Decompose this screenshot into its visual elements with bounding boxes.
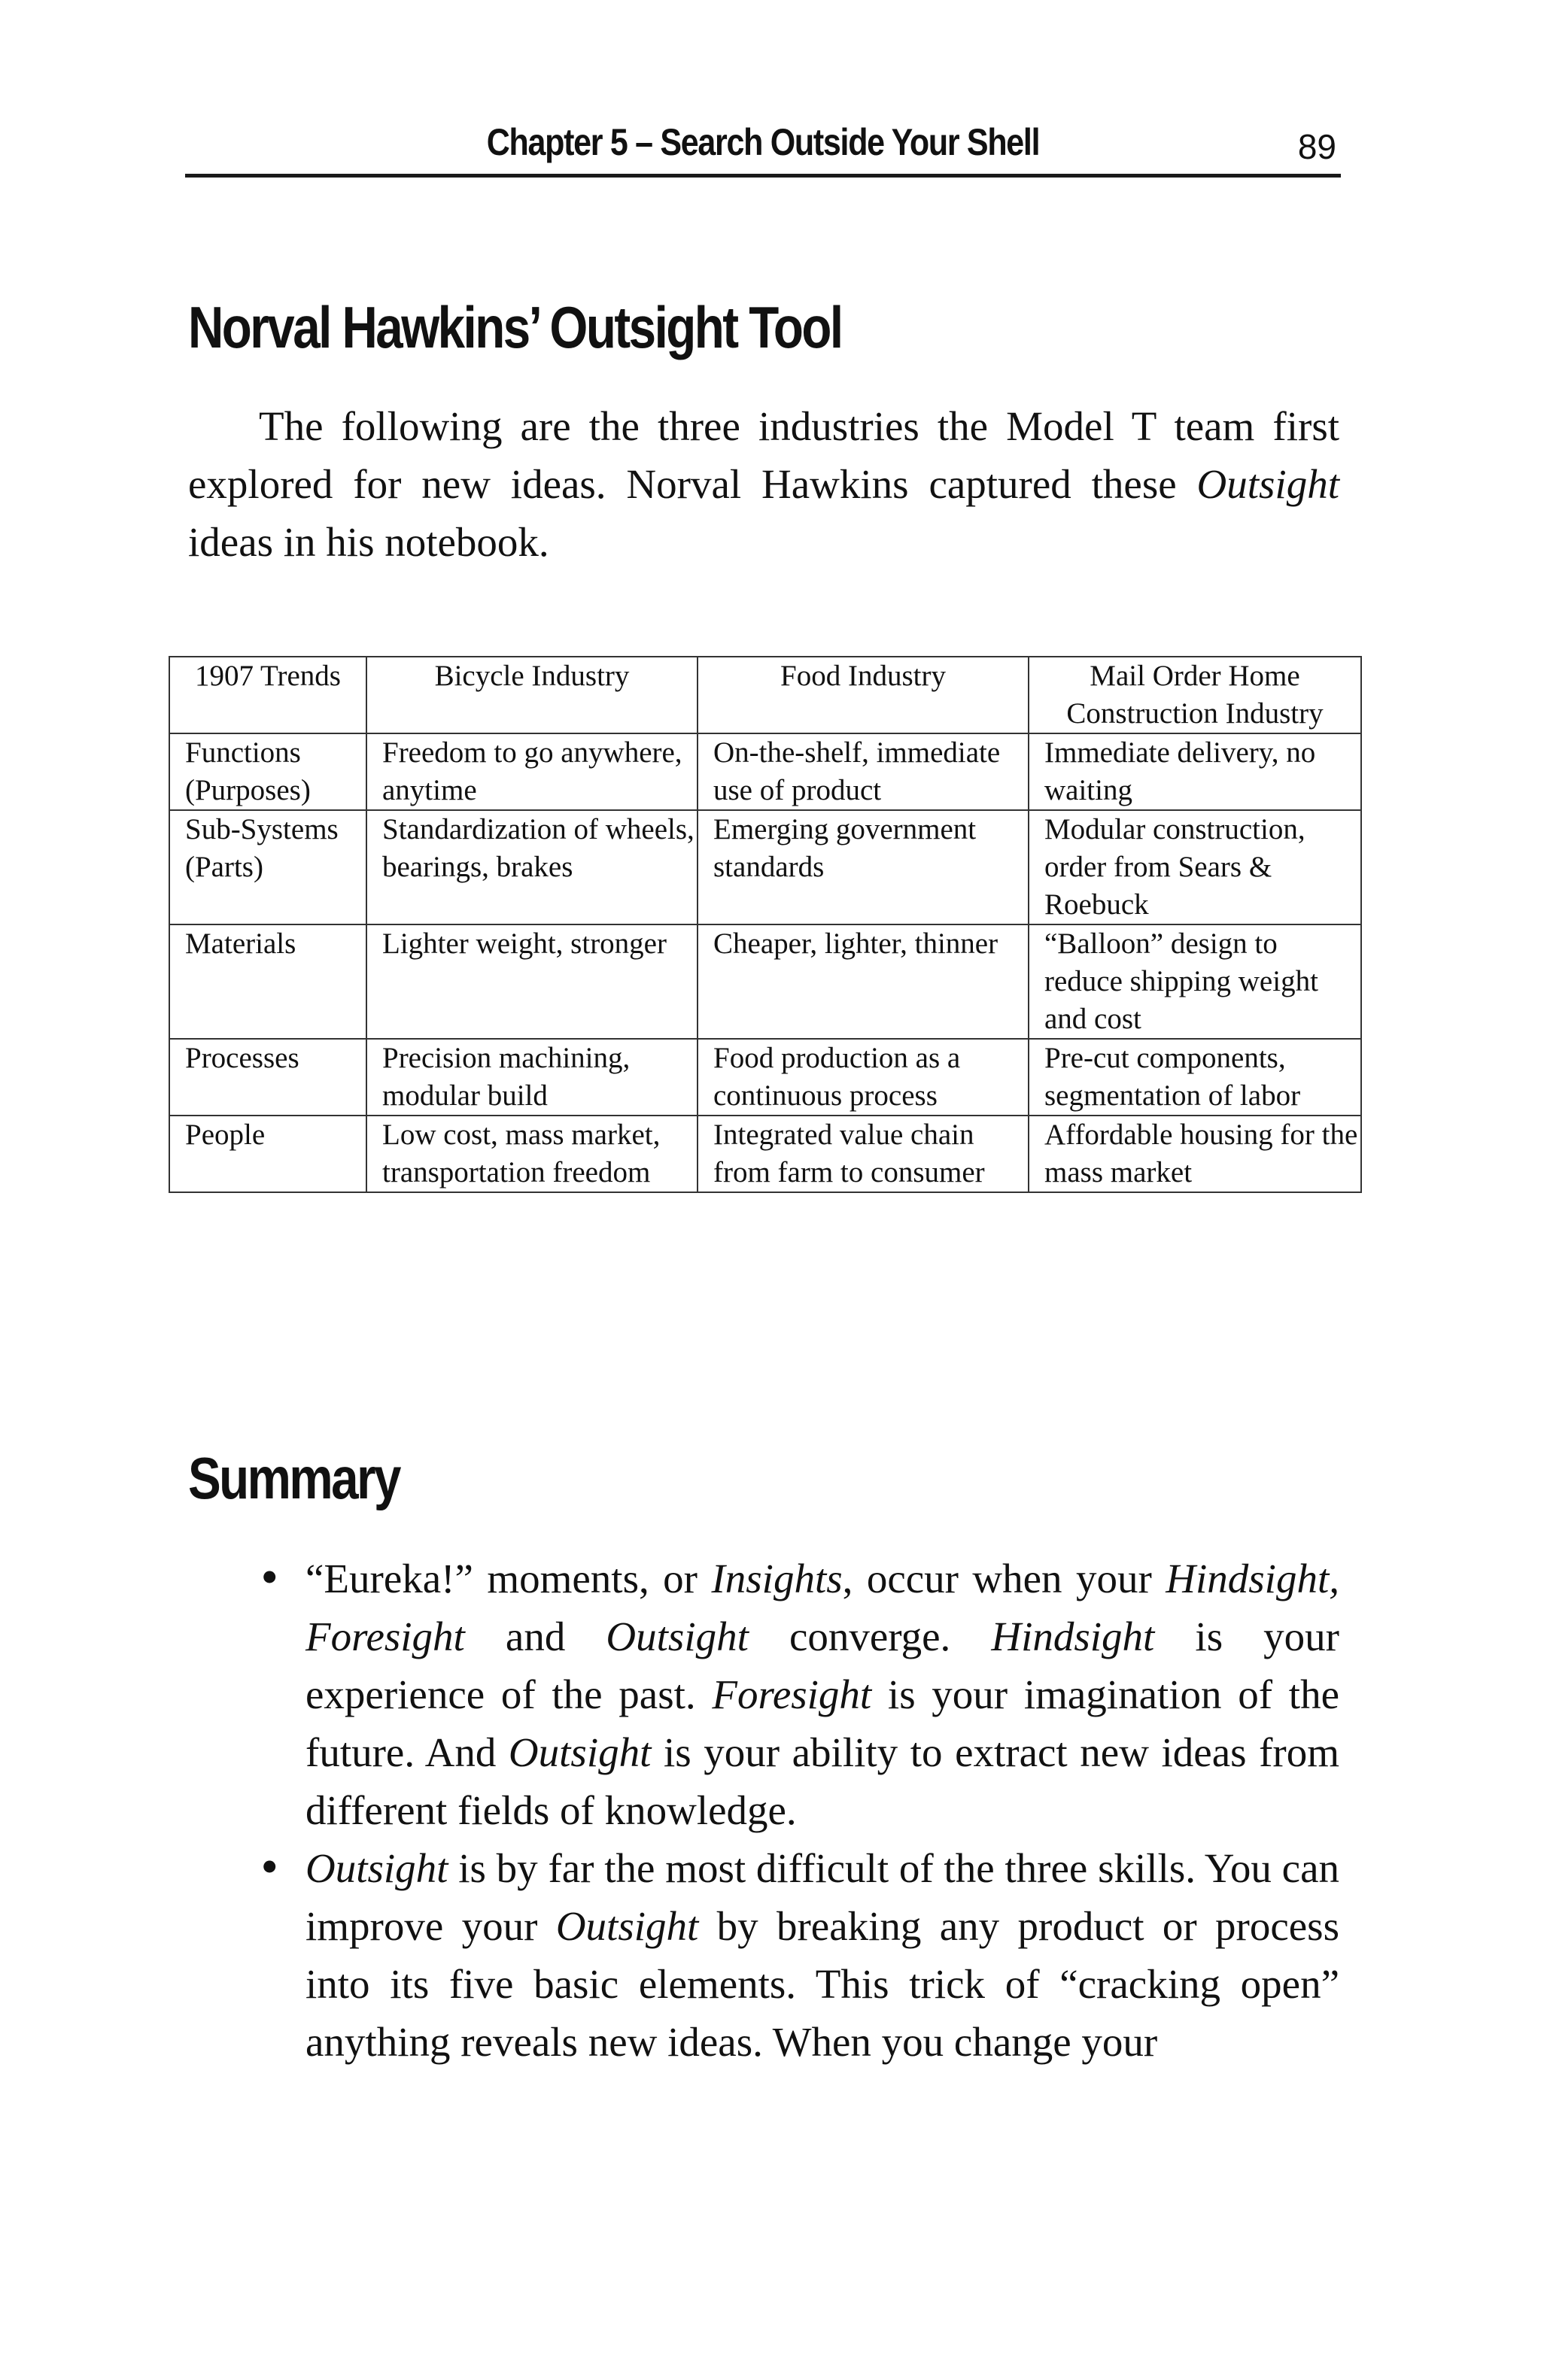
page-number: 89 xyxy=(1297,127,1336,166)
table-cell: Cheaper, lighter, thinner xyxy=(698,924,1029,1039)
bullet-text: by breaking any product or process into its five basic elements. This trick of “cracking open” anything reveals new ideas. When you change your xyxy=(305,1903,1339,2065)
table-cell: Sub-Systems (Parts) xyxy=(169,810,366,924)
bullet-italic: Outsight xyxy=(606,1613,749,1659)
table-cell: Precision machining, modular build xyxy=(366,1039,698,1116)
bullet-text: is by far the most difficult of the three skills. You can improve your xyxy=(305,1845,1339,1949)
bullet-text: is your ability to extract new ideas from different fields of knowledge. xyxy=(305,1729,1339,1833)
intro-text-1: The following are the three industries the Model T team first explored for new ideas. Norval Hawkins captured these xyxy=(188,403,1339,507)
table-header-row xyxy=(169,657,1361,733)
list-item xyxy=(188,1839,1339,2071)
table-row xyxy=(169,1039,1361,1116)
list-item xyxy=(188,1550,1339,1839)
bullet-italic: Outsight xyxy=(305,1845,448,1891)
bullet-italic: Hindsight xyxy=(991,1613,1155,1659)
intro-italic: Outsight xyxy=(1196,461,1339,507)
table-cell: On-the-shelf, immediate use of product xyxy=(698,733,1029,810)
table-cell: Low cost, mass market, transportation freedom xyxy=(366,1116,698,1192)
table-cell: Freedom to go anywhere, anytime xyxy=(366,733,698,810)
bullet-text: converge. xyxy=(748,1613,992,1659)
table-cell: Immediate delivery, no waiting xyxy=(1029,733,1361,810)
table-header-cell: Mail Order Home Construction Industry xyxy=(1029,657,1361,733)
table-cell: Materials xyxy=(169,924,366,1039)
table-cell: “Balloon” design to reduce shipping weight and cost xyxy=(1029,924,1361,1039)
table-header-cell: Food Industry xyxy=(698,657,1029,733)
intro-paragraph xyxy=(188,397,1339,571)
summary-list xyxy=(188,1550,1339,2071)
bullet-italic: Hindsight, Foresight xyxy=(305,1556,1339,1659)
bullet-text: is your experience of the past. xyxy=(305,1613,1339,1717)
table-cell: Lighter weight, stronger xyxy=(366,924,698,1039)
bullet-text: is your imagination of the future. And xyxy=(305,1671,1339,1775)
bullet-icon: • xyxy=(257,1844,282,1892)
table-cell: Processes xyxy=(169,1039,366,1116)
trends-table xyxy=(169,656,1362,1193)
running-head: Chapter 5 – Search Outside Your Shell xyxy=(486,121,1040,163)
bullet-text: and xyxy=(464,1613,606,1659)
table-header-cell: Bicycle Industry xyxy=(366,657,698,733)
table-cell: Food production as a continuous process xyxy=(698,1039,1029,1116)
table-row xyxy=(169,733,1361,810)
table-cell: Functions (Purposes) xyxy=(169,733,366,810)
table-cell: Modular construction, order from Sears & Roebuck xyxy=(1029,810,1361,924)
section-title-summary: Summary xyxy=(188,1445,400,1511)
table-row xyxy=(169,1116,1361,1192)
bullet-text: “Eureka!” moments, or xyxy=(305,1556,712,1601)
bullet-italic: Outsight xyxy=(508,1729,652,1775)
table-row xyxy=(169,810,1361,924)
table-cell: Standardization of wheels, bearings, brakes xyxy=(366,810,698,924)
table-cell: Pre-cut components, segmentation of labor xyxy=(1029,1039,1361,1116)
bullet-italic: Outsight xyxy=(555,1903,699,1949)
intro-text-2: ideas in his notebook. xyxy=(188,519,549,565)
table-cell: Integrated value chain from farm to consumer xyxy=(698,1116,1029,1192)
section-title-outsight-tool: Norval Hawkins’ Outsight Tool xyxy=(188,294,842,360)
table-cell: Emerging government standards xyxy=(698,810,1029,924)
bullet-italic: Foresight xyxy=(712,1671,872,1717)
table-row xyxy=(169,924,1361,1039)
bullet-italic: Insights xyxy=(711,1556,843,1601)
table-cell: Affordable housing for the mass market xyxy=(1029,1116,1361,1192)
table-header-cell: 1907 Trends xyxy=(169,657,366,733)
table-cell: People xyxy=(169,1116,366,1192)
page-header xyxy=(185,117,1341,178)
bullet-text: , occur when your xyxy=(842,1556,1166,1601)
bullet-icon: • xyxy=(257,1554,282,1602)
